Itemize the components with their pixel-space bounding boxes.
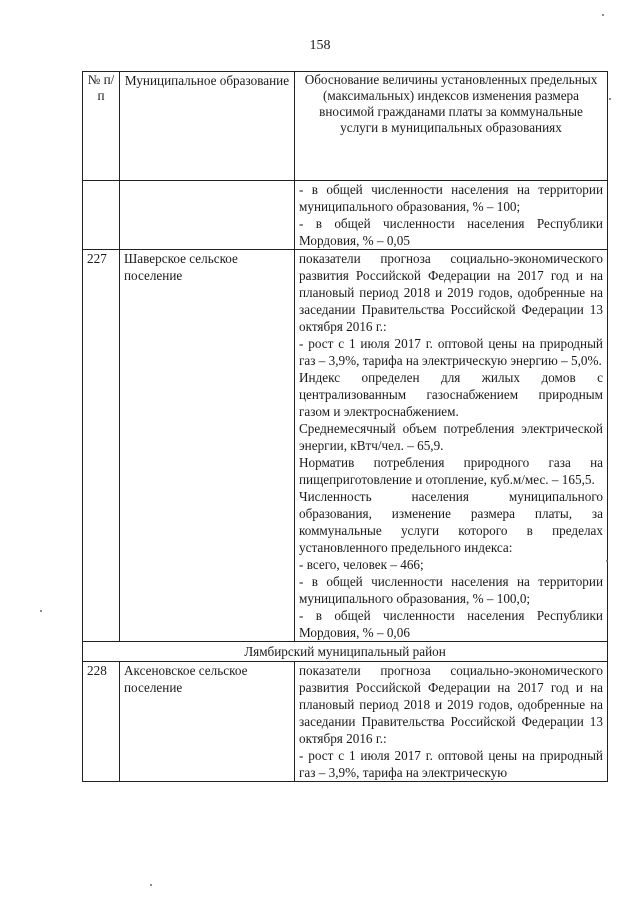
continuation-cell xyxy=(295,181,608,250)
scan-speck xyxy=(602,14,604,16)
row-number: 228 xyxy=(83,662,120,782)
list-item: - в общей численности населения Республики Мордовия, % – 0,05 xyxy=(299,216,603,248)
scan-speck xyxy=(150,884,152,886)
scan-speck xyxy=(609,98,611,100)
table-row xyxy=(83,181,608,250)
list-item: - в общей численности населения на территории муниципального образования, % – 100,0; xyxy=(299,574,603,606)
list-item: - в общей численности населения на территории муниципального образования, % – 100; xyxy=(299,182,603,214)
table-row xyxy=(83,662,608,782)
row-number: 227 xyxy=(83,250,120,642)
page-number: 158 xyxy=(309,38,331,53)
municipality-name: Аксеновское сельское поселение xyxy=(120,662,295,782)
justification-cell xyxy=(295,250,608,642)
header-municipality: Муниципальное образование xyxy=(120,72,295,181)
list-item: - в общей численности населения Республики Мордовия, % – 0,06 xyxy=(299,608,603,640)
paragraph: Норматив потребления природного газа на пищеприготовление и отопление, куб.м/мес. – 165,5. xyxy=(299,455,603,487)
paragraph: Индекс определен для жилых домов с централизованным газоснабжением природным газом и электроснабжением. xyxy=(299,370,603,419)
scan-speck xyxy=(40,610,42,612)
paragraph: - рост с 1 июля 2017 г. оптовой цены на природный газ – 3,9%, тарифа на электрическую xyxy=(299,748,603,780)
paragraph: - рост с 1 июля 2017 г. оптовой цены на природный газ – 3,9%, тарифа на электрическую энергию – 5,0%. xyxy=(299,336,603,368)
section-row xyxy=(83,642,608,662)
scan-speck xyxy=(606,560,608,562)
paragraph: показатели прогноза социально-экономического развития Российской Федерации на 2017 год и на плановый период 2018 и 2019 годов, одобренные на заседании Правительства Российской Федерации 13 октября 2016 г.: xyxy=(299,663,603,746)
paragraph: показатели прогноза социально-экономического развития Российской Федерации на 2017 год и на плановый период 2018 и 2019 годов, одобренные на заседании Правительства Российской Федерации 13 октября 2016 г.: xyxy=(299,251,603,334)
table-row xyxy=(83,250,608,642)
paragraph: Среднемесячный объем потребления электрической энергии, кВтч/чел. – 65,9. xyxy=(299,421,603,453)
list-item: - всего, человек – 466; xyxy=(299,557,424,572)
table-cell-empty xyxy=(83,181,120,250)
header-justification: Обоснование величины установленных предельных (максимальных) индексов изменения размера вносимой гражданами платы за коммунальные услуги в муниципальных образованиях xyxy=(295,72,608,181)
table-cell-empty xyxy=(120,181,295,250)
paragraph: Численность населения муниципального образования, изменение размера платы, за коммунальные услуги которого в пределах установленного предельного индекса: xyxy=(299,489,603,555)
municipality-name: Шаверское сельское поселение xyxy=(120,250,295,642)
section-title: Лямбирский муниципальный район xyxy=(83,642,608,662)
municipal-index-table xyxy=(82,71,608,782)
justification-cell xyxy=(295,662,608,782)
table-header-row xyxy=(83,72,608,181)
header-number: № п/п xyxy=(83,72,120,181)
